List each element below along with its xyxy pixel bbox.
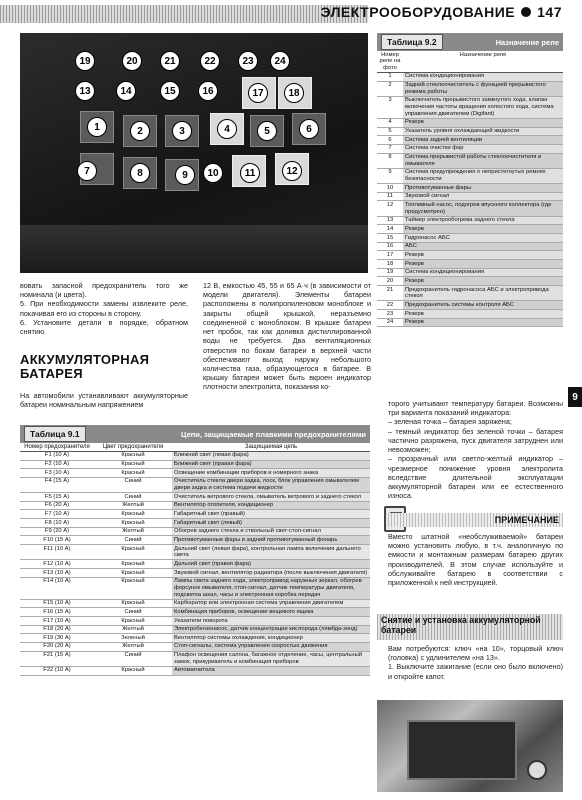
relay-number: 18 (377, 260, 403, 269)
table-row (20, 608, 370, 617)
relay-purpose: Система предупреждения о непристегнутых ремнях безопасности (403, 168, 563, 183)
table-row (20, 545, 370, 560)
photo-callout: 24 (270, 51, 290, 71)
photo-callout: 7 (77, 161, 97, 181)
fuse-number: F15 (10 А) (20, 599, 94, 608)
photo-callout: 8 (130, 163, 150, 183)
fuse-circuit: Габаритный свет (правый) (172, 510, 370, 519)
fuse-table (20, 425, 370, 676)
table-row (377, 301, 563, 310)
relay-purpose: Резерв (403, 118, 563, 127)
table-row (20, 634, 370, 643)
fuse-box-photo (20, 33, 368, 273)
relay-number: 16 (377, 242, 403, 251)
relay-purpose: Указатель уровня охлаждающей жидкости (403, 127, 563, 136)
relay-number: 23 (377, 310, 403, 319)
relay-number: 19 (377, 268, 403, 277)
fuse-number: F21 (15 А) (20, 651, 94, 666)
battery-terminal (527, 760, 547, 780)
table-row (377, 268, 563, 277)
table-row (20, 651, 370, 666)
relay-table-grid (377, 51, 563, 327)
photo-callout: 11 (240, 163, 260, 183)
photo-callout: 6 (299, 119, 319, 139)
fuse-color: Желтый (94, 642, 172, 651)
fuse-number: F18 (20 А) (20, 625, 94, 634)
table-row (20, 451, 370, 460)
photo-callout: 14 (116, 81, 136, 101)
chapter-tab: 9 (568, 387, 582, 407)
relay-purpose: Предохранитель гидронасоса АБС и электропривода стекол (403, 286, 563, 301)
relay-purpose: Топливный насос, подогрев впускного коллектора (где предусмотрен) (403, 201, 563, 216)
relay-purpose: Резерв (403, 310, 563, 319)
fuse-circuit: Автомагнитола (172, 666, 370, 675)
table-row (377, 310, 563, 319)
photo-callout: 4 (217, 119, 237, 139)
photo-callout: 13 (75, 81, 95, 101)
fuse-color: Красный (94, 469, 172, 478)
table-row (20, 510, 370, 519)
relay-number: 11 (377, 192, 403, 201)
photo-callout: 5 (257, 121, 277, 141)
section-title: ЭЛЕКТРООБОРУДОВАНИЕ (320, 4, 516, 20)
table-row (20, 599, 370, 608)
table-row (377, 136, 563, 145)
relay-purpose: Система прерывистой работы стеклоочистителя и омывателя (403, 153, 563, 168)
relay-purpose: Противотуманные фары (403, 184, 563, 193)
fuse-circuit: Очиститель ветрового стекла, омыватель ветрового и заднего стекол (172, 493, 370, 502)
relay-purpose: Система кондиционирования (403, 268, 563, 277)
relay-purpose: Гидронасос АБС (403, 234, 563, 243)
relay-purpose: Задний стеклоочиститель с функцией прерывистого режима работы (403, 81, 563, 96)
fuse-circuit: Обогрев заднего стекла и ствольный свет-стоп-сигнал (172, 527, 370, 536)
photo-callout: 21 (160, 51, 180, 71)
fuse-number: F6 (20 А) (20, 501, 94, 510)
fuse-color: Зеленый (94, 634, 172, 643)
table-row (377, 234, 563, 243)
table-row (20, 469, 370, 478)
fuse-circuit: Комбинация приборов, освещение вещевого ящика (172, 608, 370, 617)
fuse-color: Красный (94, 560, 172, 569)
fuse-number: F13 (10 А) (20, 569, 94, 578)
fuse-color: Красный (94, 577, 172, 599)
note-title: ПРИМЕЧАНИЕ (388, 513, 563, 527)
table-row (20, 569, 370, 578)
fuse-color: Синий (94, 651, 172, 666)
text-battery-intro: На автомобили устанавливают аккумуляторные батареи номинальным напряжением (20, 391, 188, 410)
photo-callout: 15 (160, 81, 180, 101)
fuse-number: F5 (15 А) (20, 493, 94, 502)
photo-callout: 10 (203, 163, 223, 183)
table-header-bar (377, 33, 563, 51)
text-fuse-replace: вовать запасной предохранитель того же номинала (и цвета). 5. При необходимости замены извлеките реле, покачивая его из стороны в сторону. 6. Установите детали в порядке, обратном снятию. (20, 281, 188, 337)
fuse-number: F1 (10 А) (20, 451, 94, 460)
table-row (377, 260, 563, 269)
relay-number: 24 (377, 318, 403, 327)
table-row (20, 493, 370, 502)
relay-number: 14 (377, 225, 403, 234)
fuse-circuit: Электробензонасос, датчик концентрации кислорода (лямбда-зонд) (172, 625, 370, 634)
table-row (377, 81, 563, 96)
table-tag: Таблица 9.1 (24, 426, 86, 442)
fuse-circuit: Указатели поворота (172, 617, 370, 626)
text-removal: Вам потребуются: ключ «на 10», торцовый ключ (головка) с удлинителем «на 13». 1. Выключите зажигание (если оно было включено) и откройте капот. (388, 644, 563, 681)
fuse-circuit: Стоп-сигналы, система управления скоростью движения (172, 642, 370, 651)
relay-number: 4 (377, 118, 403, 127)
fuse-table-grid (20, 443, 370, 676)
table-row (20, 536, 370, 545)
fuse-color: Синий (94, 536, 172, 545)
photo-callout: 19 (75, 51, 95, 71)
relay-number: 10 (377, 184, 403, 193)
column-header: Назначение реле (403, 51, 563, 72)
relay-number: 9 (377, 168, 403, 183)
photo-callout: 3 (172, 121, 192, 141)
fuse-number: F2 (10 А) (20, 460, 94, 469)
fuse-color: Красный (94, 599, 172, 608)
photo-callout: 17 (248, 83, 268, 103)
fuse-number: F8 (10 А) (20, 519, 94, 528)
fuse-number: F14 (10 А) (20, 577, 94, 599)
fuse-number: F4 (15 А) (20, 477, 94, 492)
section-heading-battery: АККУМУЛЯТОРНАЯ БАТАРЕЯ (20, 352, 150, 381)
photo-floor (20, 225, 368, 273)
relay-number: 5 (377, 127, 403, 136)
relay-purpose: АБС (403, 242, 563, 251)
table-row (377, 96, 563, 118)
relay-purpose: Резерв (403, 251, 563, 260)
table-tag: Таблица 9.2 (381, 34, 443, 50)
fuse-color: Красный (94, 519, 172, 528)
fuse-number: F19 (30 А) (20, 634, 94, 643)
fuse-color: Красный (94, 617, 172, 626)
relay-number: 3 (377, 96, 403, 118)
fuse-circuit: Дальний свет (правая фара) (172, 560, 370, 569)
fuse-circuit: Ближний свет (левая фара) (172, 451, 370, 460)
fuse-color: Желтый (94, 527, 172, 536)
text-indicator: торого учитывают температуру батареи. Возможны три варианта показаний индикатора: – зеленая точка – батарея заряжена; – темный индикатор без зеленой точки – батарея частично разряжена, пуск двигателя затруднен или невозможен; – прозрачный или светло-желтый индикатор – чрезмерное понижение уровня электролита вследствие длительной эксплуатации аккумуляторной батареи или ее естественного износа. (388, 399, 563, 501)
table-header-bar (20, 425, 370, 443)
photo-callout: 12 (282, 161, 302, 181)
fuse-number: F20 (20 А) (20, 642, 94, 651)
fuse-circuit: Габаритный свет (левый) (172, 519, 370, 528)
relay-purpose: Резерв (403, 277, 563, 286)
fuse-number: F10 (15 А) (20, 536, 94, 545)
table-row (377, 216, 563, 225)
fuse-circuit: Звуковой сигнал, вентилятор радиатора (после выключения двигателя) (172, 569, 370, 578)
photo-callout: 18 (284, 83, 304, 103)
battery-shape (407, 720, 517, 780)
table-row (20, 519, 370, 528)
photo-callout: 9 (175, 165, 195, 185)
text-battery-description: 12 В, емкостью 45, 55 и 65 А·ч (в зависимости от модели двигателя). Элементы батареи расположены в полипропиленовом моноблоке и закрыты общей крышкой, неразъемно соединенной с моноблоком. В крышке батареи нет пробок, так как доливка дистиллированной воды не требуется. Два вентиляционных отверстия по бокам батареи в верхней части обеспечивают выход наружу небольшого количества газа, образующегося в батарее. В крышку батареи может быть вкроен индикатор плотности электролита, показания ко- (203, 281, 371, 392)
fuse-color: Синий (94, 493, 172, 502)
relay-number: 22 (377, 301, 403, 310)
photo-callout: 22 (200, 51, 220, 71)
table-row (377, 225, 563, 234)
relay-purpose: Система задней вентиляции (403, 136, 563, 145)
table-row (20, 560, 370, 569)
table-row (377, 184, 563, 193)
header-decor-bar (0, 5, 368, 23)
fuse-circuit: Вентилятор отопителя, кондиционер (172, 501, 370, 510)
relay-purpose: Резерв (403, 225, 563, 234)
fuse-number: F12 (10 А) (20, 560, 94, 569)
relay-number: 15 (377, 234, 403, 243)
relay-number: 7 (377, 144, 403, 153)
fuse-color: Желтый (94, 501, 172, 510)
photo-callout: 1 (87, 117, 107, 137)
table-row (20, 460, 370, 469)
battery-photo (377, 700, 563, 792)
table-row (20, 477, 370, 492)
column-header: Номер предохранителя (20, 443, 94, 451)
table-row (377, 127, 563, 136)
table-row (20, 577, 370, 599)
fuse-color: Красный (94, 451, 172, 460)
table-caption: Назначение реле (495, 37, 559, 47)
table-row (20, 617, 370, 626)
subheading-text: Снятие и установка аккумуляторной батареи (381, 615, 541, 636)
relay-number: 1 (377, 72, 403, 81)
page-header (0, 0, 582, 28)
fuse-color: Красный (94, 460, 172, 469)
relay-number: 13 (377, 216, 403, 225)
fuse-number: F17 (10 А) (20, 617, 94, 626)
page-number: 147 (537, 4, 562, 20)
photo-callout: 20 (122, 51, 142, 71)
photo-callout: 2 (130, 121, 150, 141)
fuse-number: F9 (20 А) (20, 527, 94, 536)
table-row (20, 501, 370, 510)
table-row (377, 118, 563, 127)
fuse-circuit: Противотуманные фары и задний противотуманный фонарь (172, 536, 370, 545)
fuse-number: F16 (15 А) (20, 608, 94, 617)
header-title (321, 4, 562, 20)
table-row (377, 242, 563, 251)
column-header: Цвет предохранителя (94, 443, 172, 451)
table-row (377, 153, 563, 168)
relay-purpose: Резерв (403, 260, 563, 269)
relay-number: 12 (377, 201, 403, 216)
fuse-circuit: Ближний свет (правая фара) (172, 460, 370, 469)
fuse-number: F22 (10 А) (20, 666, 94, 675)
bullet-icon (521, 7, 531, 17)
photo-callout: 16 (198, 81, 218, 101)
relay-purpose: Выключатель прерывистого замкнутого хода, клапан включения частоты вращения холостого хода, система управления двигателем (Digifant) (403, 96, 563, 118)
relay-number: 20 (377, 277, 403, 286)
fuse-circuit: Дальний свет (левая фара), контрольная лампа включения дальнего света (172, 545, 370, 560)
table-row (377, 251, 563, 260)
fuse-circuit: Карбюратор или электронная система управления двигателем (172, 599, 370, 608)
column-header: Защищаемая цепь (172, 443, 370, 451)
fuse-color: Желтый (94, 625, 172, 634)
fuse-color: Красный (94, 510, 172, 519)
fuse-number: F7 (10 А) (20, 510, 94, 519)
fuse-color: Красный (94, 666, 172, 675)
note-text: Вместо штатной «необслуживаемой» батареи можно установить любую, в т.ч. аналогичную по емкости и монтажным размерам батарею других производителей. В этом случае используйте и обслуживайте батарею в соответствии с приложенной к ней инструкцией. (388, 532, 563, 588)
table-caption: Цепи, защищаемые плавкими предохранителями (181, 429, 366, 439)
table-row (20, 625, 370, 634)
relay-number: 6 (377, 136, 403, 145)
relay-table (377, 33, 563, 327)
table-row (377, 277, 563, 286)
relay-number: 17 (377, 251, 403, 260)
table-row (20, 666, 370, 675)
table-row (377, 144, 563, 153)
photo-callout: 23 (238, 51, 258, 71)
table-row (377, 318, 563, 327)
fuse-circuit: Очиститель стекла двери задка, лоск, блок управления омывателем двери задка и система подачи жидкости (172, 477, 370, 492)
table-row (377, 286, 563, 301)
fuse-circuit: Вентилятор системы охлаждения, кондиционер (172, 634, 370, 643)
relay-number: 21 (377, 286, 403, 301)
fuse-circuit: Лампы света заднего хода, электропривод наружных зеркал, обогрев форсунок омывателя, стоп-сигнал, датчик температуры двигателя, подсветка шкал, часы и электронная коробка передач (172, 577, 370, 599)
relay-purpose: Предохранитель системы контроля АБС (403, 301, 563, 310)
relay-purpose: Таймер электрообогрева заднего стекла (403, 216, 563, 225)
fuse-number: F3 (10 А) (20, 469, 94, 478)
fuse-color: Синий (94, 477, 172, 492)
table-row (377, 72, 563, 81)
table-row (20, 527, 370, 536)
relay-number: 8 (377, 153, 403, 168)
table-row (377, 168, 563, 183)
subheading-removal (377, 614, 563, 640)
relay-purpose: Система очистки фар (403, 144, 563, 153)
relay-purpose: Звуковой сигнал (403, 192, 563, 201)
table-row (377, 192, 563, 201)
table-row (20, 642, 370, 651)
column-header: Номер реле на фото (377, 51, 403, 72)
relay-purpose: Система кондиционирования (403, 72, 563, 81)
relay-purpose: Резерв (403, 318, 563, 327)
fuse-color: Красный (94, 569, 172, 578)
fuse-color: Синий (94, 608, 172, 617)
fuse-color: Красный (94, 545, 172, 560)
fuse-circuit: Освещение комбинации приборов и номерного знака (172, 469, 370, 478)
fuse-number: F11 (10 А) (20, 545, 94, 560)
fuse-circuit: Плафон освещения салона, багажное отделение, часы, центральный замок, прикуриватель и комбинация приборов (172, 651, 370, 666)
relay-number: 2 (377, 81, 403, 96)
table-row (377, 201, 563, 216)
